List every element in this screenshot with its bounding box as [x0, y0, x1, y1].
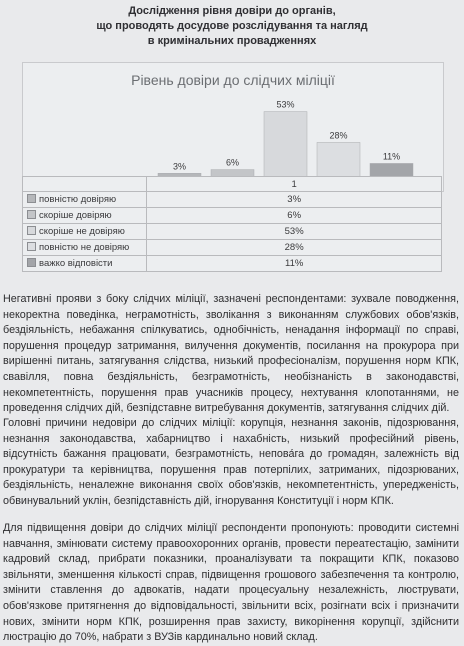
legend-label-cell [23, 240, 147, 256]
legend-swatch-icon [27, 194, 36, 203]
heading-line-3: в кримінальних провадженнях [147, 35, 317, 47]
table-header-category: 1 [147, 177, 442, 192]
chart-data-table [22, 176, 442, 272]
legend-label: важко відповісти [39, 258, 113, 269]
heading-line-1: Дослідження рівня довіри до органів, [128, 5, 336, 17]
bar-data-label: 28% [329, 130, 348, 141]
bar-data-label: 3% [172, 161, 187, 172]
legend-label-cell [23, 256, 147, 272]
table-row [23, 192, 442, 208]
paragraph-negative-manifestations: Негативні прояви з боку слідчих міліції, зазначені респондентами: зухвале поводження, некоректна поведінка, неграмотність, зволікання з виконанням службових обов'язків, бездіяльність, небажання спілкуватись, однобічність, ненадання інформації по справі, порушення процедур затримання, вилучення документів, посилання на прокурора при вирішенні питань, затягування слідства, низький професіоналізм, порушення норм КПК, свавілля, повна бездіяльність, безграмотність, необізнаність в законодавстві, некомпетентність, порушення прав учасників процесу, нехтування клопотаннями, не проведення слідчих дій, безпідставне витребування документів, затягування слідчих дій. [3, 293, 459, 415]
legend-swatch-icon [27, 210, 36, 219]
bar-3 [264, 112, 307, 177]
bar-chart [23, 63, 443, 191]
paragraph-distrust-reasons: Головні причини недовіри до слідчих міліції: корупція, незнання законів, підозрювання, незнання законодавства, хабарництво і нахабність, низький професійний рівень, відсутність бажання працювати, безграмотність, непова́га до громадян, залежність від прокуратури та керівництва, порушення прав потерпілих, затриманих, підозрюваних, бездіяльність, неналежне виконання своїх обов'язків, некомпетентність, упередженість, обвинувальний уклін, безпідставність дій, ігнорування Конституції і норм КПК. [3, 417, 459, 507]
legend-label: повністю довіряю [39, 194, 117, 205]
bar-data-label: 11% [382, 151, 401, 162]
legend-swatch-icon [27, 226, 36, 235]
paragraph-trust-proposals: Для підвищення довіри до слідчих міліції респонденти пропонують: проводити системні навчання, змінювати систему правоохоронних органів, провести переатестацію, замінити кадровий склад, прибрати показники, проаналізувати та покращити КПК, показово звільняти, зменшення кількості справ, підвищення грошового забезпечення та контролю, змінити ставлення до адвокатів, надати процесуальну незалежність, люструвати, обов'язкове притягнення до відповідальності, звільнити всіх, розігнати всіх і призначити нових, змінити норм КПК, розширення прав захисту, викорінення корупції, здійснити люстрацію до 70%, набрати з ВУЗів кардинально новий склад. [3, 522, 459, 644]
table-row [23, 208, 442, 224]
legend-label: скоріше довіряю [39, 210, 112, 221]
bar-4 [317, 142, 360, 177]
legend-label-cell [23, 192, 147, 208]
chart-area [22, 62, 444, 192]
table-header-empty [23, 177, 147, 192]
legend-label: повністю не довіряю [39, 242, 130, 253]
legend-label-cell [23, 224, 147, 240]
legend-value: 28% [147, 240, 442, 256]
legend-label: скоріше не довіряю [39, 226, 125, 237]
legend-swatch-icon [27, 258, 36, 267]
table-row [23, 256, 442, 272]
heading-line-2: що проводять досудове розслідування та нагляд [96, 20, 368, 32]
legend-swatch-icon [27, 242, 36, 251]
legend-value: 11% [147, 256, 442, 272]
legend-value: 6% [147, 208, 442, 224]
table-header-row [23, 177, 442, 192]
legend-value: 3% [147, 192, 442, 208]
legend-label-cell [23, 208, 147, 224]
legend-value: 53% [147, 224, 442, 240]
bar-data-label: 6% [225, 157, 240, 168]
table-row [23, 240, 442, 256]
document-heading [60, 4, 404, 49]
bar-5 [370, 163, 413, 177]
table-row [23, 224, 442, 240]
bar-data-label: 53% [276, 99, 295, 110]
chart-title: Рівень довіри до слідчих міліції [131, 72, 335, 88]
